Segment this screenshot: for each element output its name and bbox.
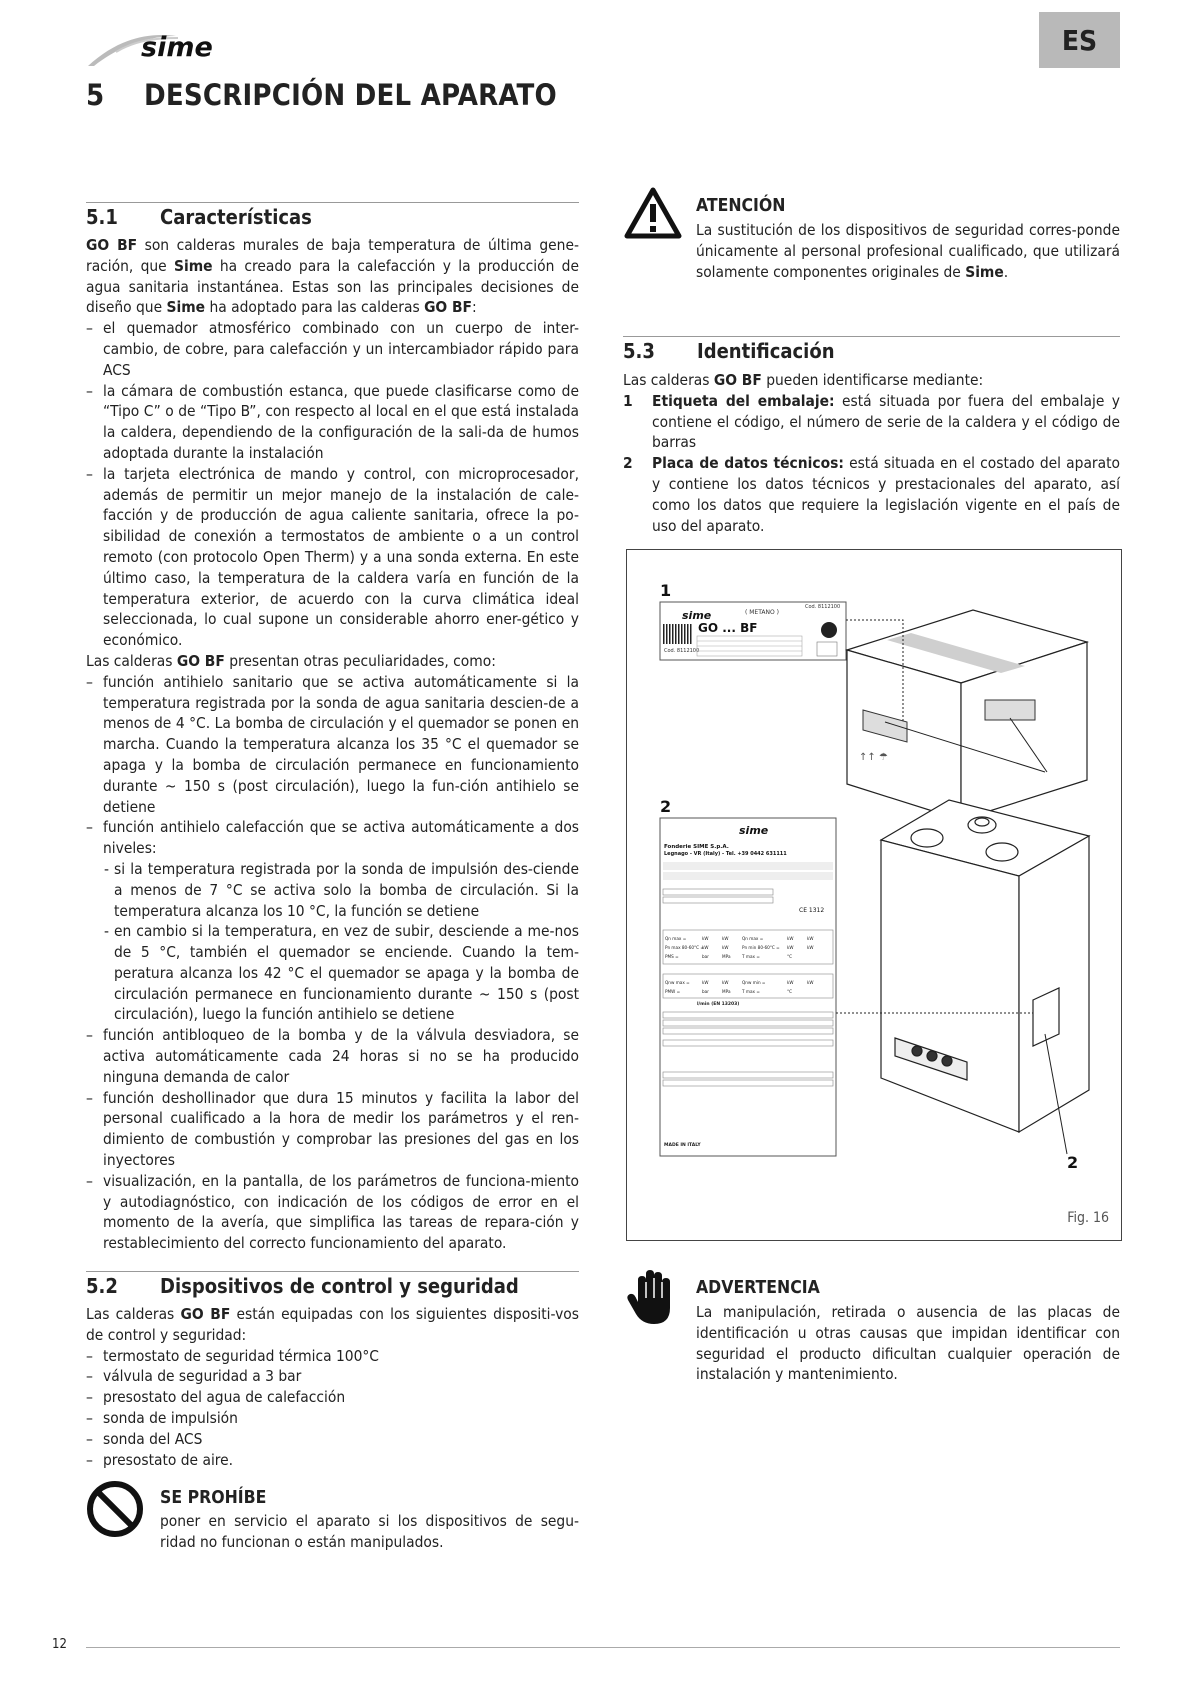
svg-text:T max =: T max = (742, 954, 760, 959)
intro-paragraph: GO BF son calderas murales de baja temperatura de última gene-ración, que Sime ha creado para la calefacción y la producción de agua sanitaria instantánea. Estas son las principales decisiones de diseño que Sime ha adoptado para las calderas GO BF: (86, 236, 579, 317)
svg-text:kW: kW (722, 936, 729, 941)
svg-text:Qn max =: Qn max = (665, 936, 687, 941)
list-item: – función antihielo calefacción que se activa automáticamente a dos niveles: (86, 817, 579, 859)
list-item: - en cambio si la temperatura, en vez de subir, desciende a me-nos de 5 °C, también el quemador se enciende. Cuando la tem-peratura alcanza los 42 °C el quemador se apaga y la bomba de circulación permanece en funcionamiento durante ~ 150 s (post circulación), luego la función antihielo se detiene (86, 921, 579, 1025)
figure-16 (626, 549, 1122, 1241)
list-item: – función deshollinador que dura 15 minutos y facilita la labor del personal cualificado a la hora de medir los parámetros y el ren-dimiento de combustión y comprobar las presiones del gas en los inyectores (86, 1088, 579, 1171)
feature-list (86, 318, 579, 651)
list-item: – sonda del ACS (86, 1429, 579, 1450)
peculiarity-list-rest (86, 1025, 579, 1254)
page-number: 12 (52, 1637, 67, 1652)
section-5-2-heading: 5.2 Dispositivos de control y seguridad (86, 1274, 519, 1298)
packaging-label (660, 602, 846, 660)
language-tab: ES (1039, 12, 1120, 68)
svg-text:kW: kW (807, 980, 814, 985)
svg-text:kW: kW (722, 945, 729, 950)
svg-text:Legnago - VR (Italy) - Tel. +3: Legnago - VR (Italy) - Tel. +39 0442 631111 (664, 851, 787, 857)
peculiarity-list (86, 672, 579, 859)
list-item: – función antihielo sanitario que se activa automáticamente si la temperatura registrada por la sonda de agua sanitaria descien-de a menos de 4 °C. La bomba de circulación y el quemador se ponen en marcha. Cuando la temperatura alcanza los 35 °C el quemador se apaga y la bomba de circulación permanece en funcionamiento durante ~ 150 s (post circulación), luego la fun-ción antihielo se detiene (86, 672, 579, 818)
list-item: – la cámara de combustión estanca, que puede clasificarse como de “Tipo C” o de “Tipo B”, con respecto al local en el que está instalada la caldera, dependiendo de la configuración de la sali-da de humos adoptada durante la instalación (86, 381, 579, 464)
svg-text:kW: kW (722, 980, 729, 985)
sime-logo (86, 22, 236, 70)
list-item: 2 Placa de datos técnicos: está situada en el costado del aparato y contiene los datos técnicos y prestacionales del aparato, así como los datos que requiere la legislación vigente en el país de uso del aparato. (623, 454, 1120, 535)
list-item: – la tarjeta electrónica de mando y control, con microprocesador, además de permitir un mejor manejo de la instalación de cale-facción y de producción de agua caliente sanitaria, ofrece la po-sibilidad de conexión a termostatos de ambiente o a un control remoto (con protocolo Open Therm) y a una sonda externa. En este último caso, la temperatura de la caldera varía en función de la temperatura exterior, de acuerdo con la curva climática ideal seleccionada, lo cual supone un considerable ahorro ener-gético y económico. (86, 464, 579, 651)
svg-text:MADE IN ITALY: MADE IN ITALY (664, 1143, 701, 1148)
svg-text:bar: bar (702, 954, 709, 959)
section-5-2-body (86, 1304, 579, 1470)
svg-text:T max =: T max = (742, 989, 760, 994)
section-rule (86, 202, 579, 203)
list-item: – termostato de seguridad térmica 100°C (86, 1346, 579, 1367)
svg-text:2: 2 (660, 797, 672, 816)
svg-text:CE 1312: CE 1312 (799, 907, 825, 914)
section-5-1-heading: 5.1 Características (86, 205, 312, 229)
svg-text:( METANO ): ( METANO ) (745, 609, 779, 616)
svg-text:kW: kW (787, 936, 794, 941)
device-list (86, 1346, 579, 1471)
list-item: – sonda de impulsión (86, 1408, 579, 1429)
list-item: - si la temperatura registrada por la sonda de impulsión des-ciende a menos de 7 °C se activa solo la bomba de circulación. Si la temperatura alcanza los 10 °C, la función se detiene (86, 859, 579, 921)
prohibited-title: SE PROHÍBE (160, 1488, 267, 1508)
sub-list (86, 859, 579, 1025)
list-item: – válvula de seguridad a 3 bar (86, 1366, 579, 1387)
section-5-3-heading: 5.3 Identificación (623, 339, 835, 363)
svg-text:°C: °C (787, 954, 793, 959)
list-item: – visualización, en la pantalla, de los parámetros de funciona-miento y autodiagnóstico, con indicación de los códigos de error en el momento de la avería, que simplifica las tareas de repara-ción y restablecimiento del correcto funcionamiento del aparato. (86, 1171, 579, 1254)
svg-text:Qn max =: Qn max = (742, 936, 764, 941)
svg-text:kW: kW (702, 945, 709, 950)
svg-text:PMS =: PMS = (665, 954, 679, 959)
list-item: – el quemador atmosférico combinado con un cuerpo de inter-cambio, de cobre, para calefacción y un intercambiador rápido para ACS (86, 318, 579, 380)
svg-text:kW: kW (702, 936, 709, 941)
svg-text:sime: sime (141, 32, 213, 63)
hand-stop-icon (624, 1268, 682, 1332)
technical-data-plate (660, 818, 836, 1156)
list-item: – presostato de aire. (86, 1450, 579, 1471)
section-5-3-body (623, 370, 1120, 536)
svg-text:1: 1 (660, 581, 672, 600)
svg-text:PMW =: PMW = (665, 989, 681, 994)
svg-text:MPa: MPa (722, 989, 731, 994)
other-intro: Las calderas GO BF presentan otras peculiaridades, como: (86, 651, 496, 670)
attention-text: La sustitución de los dispositivos de seguridad corres-ponde únicamente al personal profesional cualificado, que utilizará solamente componentes originales de Sime. (696, 221, 1120, 281)
svg-text:kW: kW (787, 945, 794, 950)
svg-text:Cod. 8112100: Cod. 8112100 (664, 648, 700, 654)
svg-text:sime: sime (682, 609, 712, 622)
intro-paragraph: Las calderas GO BF están equipadas con los siguientes dispositi-vos de control y seguridad: (86, 1305, 579, 1344)
svg-text:bar: bar (702, 989, 709, 994)
packaging-box (847, 610, 1087, 820)
svg-text:Qnw max =: Qnw max = (665, 980, 690, 985)
svg-text:°C: °C (787, 989, 793, 994)
chapter-title: 5 DESCRIPCIÓN DEL APARATO (86, 78, 557, 112)
section-rule (86, 1271, 579, 1272)
svg-text:MPa: MPa (722, 954, 731, 959)
list-item: – función antibloqueo de la bomba y de la válvula desviadora, se activa automáticamente cada 24 horas si no se ha producido ninguna demanda de calor (86, 1025, 579, 1087)
attention-title: ATENCIÓN (696, 196, 786, 216)
identification-list (623, 391, 1120, 537)
svg-text:kW: kW (807, 945, 814, 950)
intro-paragraph: Las calderas GO BF pueden identificarse mediante: (623, 371, 984, 389)
svg-text:l/min (EN 13203): l/min (EN 13203) (697, 1002, 740, 1007)
list-item: – presostato del agua de calefacción (86, 1387, 579, 1408)
advertencia-text: La manipulación, retirada o ausencia de las placas de identificación u otras causas que impidan identificar con seguridad el producto dificultan cualquier operación de instalación y mantenimiento. (696, 1303, 1120, 1384)
svg-text:GO ... BF: GO ... BF (698, 621, 758, 635)
prohibited-icon (86, 1480, 144, 1542)
advertencia-title: ADVERTENCIA (696, 1278, 820, 1298)
svg-text:Cod. 8112100: Cod. 8112100 (805, 604, 841, 610)
svg-text:Pn max 80-60°C =: Pn max 80-60°C = (665, 945, 704, 950)
figure-caption: Fig. 16 (1067, 1210, 1109, 1226)
warning-icon (623, 186, 683, 244)
svg-text:2: 2 (1067, 1153, 1079, 1172)
svg-text:sime: sime (739, 824, 769, 837)
svg-text:Qnw min =: Qnw min = (742, 980, 766, 985)
svg-text:Fonderie SIME S.p.A.: Fonderie SIME S.p.A. (664, 844, 729, 850)
svg-text:kW: kW (702, 980, 709, 985)
svg-text:kW: kW (807, 936, 814, 941)
boiler-illustration (881, 800, 1089, 1132)
list-item: 1 Etiqueta del embalaje: está situada por fuera del embalaje y contiene el código, el número de serie de la caldera y el código de barras (623, 391, 1121, 452)
section-rule (623, 336, 1120, 337)
svg-text:↑↑ ☂: ↑↑ ☂ (859, 752, 888, 763)
section-5-1-body (86, 235, 579, 1254)
svg-text:Pn min 80-60°C =: Pn min 80-60°C = (742, 945, 780, 950)
prohibited-text: poner en servicio el aparato si los dispositivos de segu-ridad no funcionan o están manipulados. (160, 1512, 579, 1551)
footer-rule (86, 1647, 1120, 1648)
svg-text:kW: kW (787, 980, 794, 985)
